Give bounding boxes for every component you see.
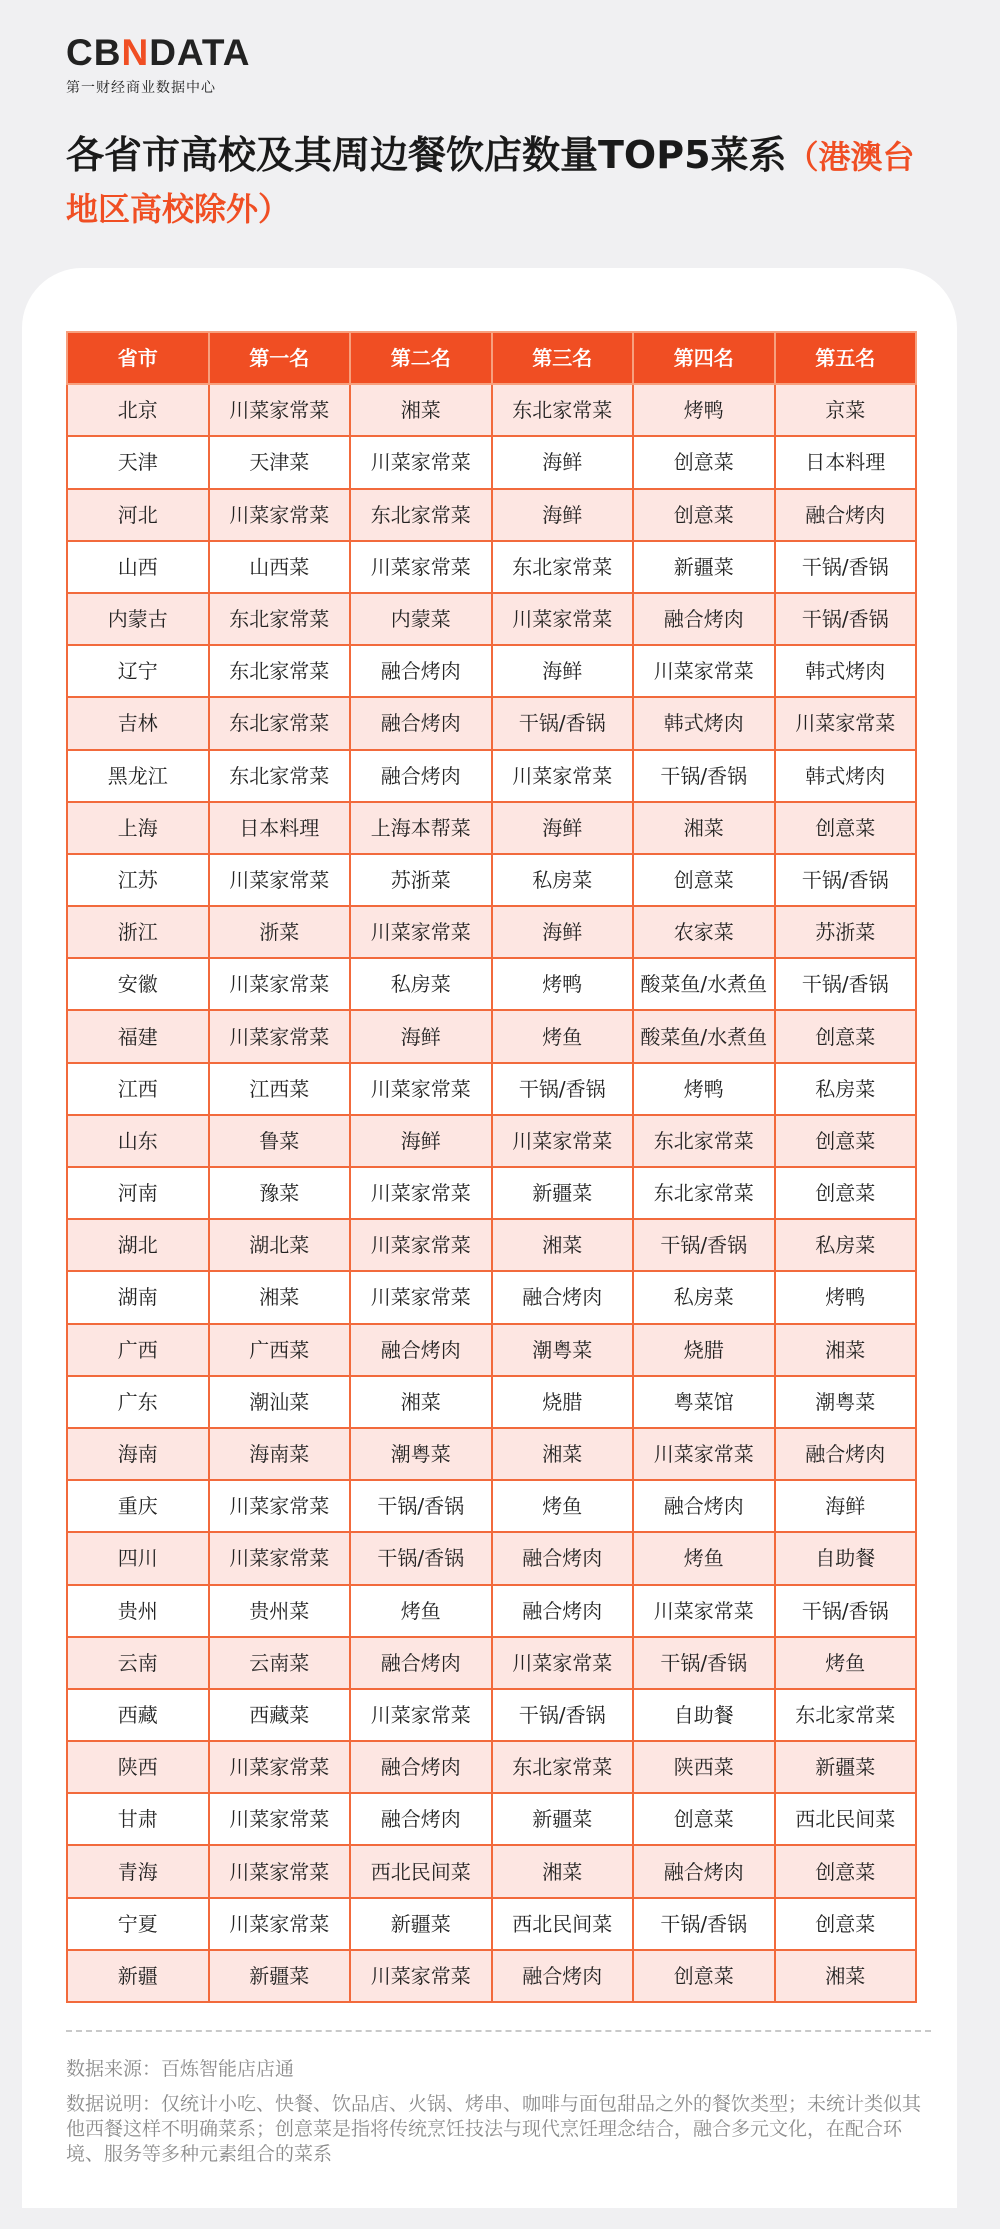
cuisine-cell: 川菜家常菜 [633,1428,775,1480]
cuisine-cell: 东北家常菜 [492,541,634,593]
cuisine-cell: 上海本帮菜 [350,802,492,854]
table-row [67,1689,916,1741]
cuisine-cell: 潮粤菜 [492,1324,634,1376]
province-cell: 甘肃 [67,1793,209,1845]
cuisine-cell: 苏浙菜 [350,854,492,906]
province-cell: 广西 [67,1324,209,1376]
cuisine-cell: 川菜家常菜 [350,541,492,593]
data-note: 数据说明：仅统计小吃、快餐、饮品店、火锅、烤串、咖啡与面包甜品之外的餐饮类型；未统计类似其他西餐这样不明确菜系；创意菜是指将传统烹饪技法与现代烹饪理念结合，融合多元文化，在配合环境、服务等多种元素组合的菜系 [66,2093,922,2165]
table-row [67,1063,916,1115]
cuisine-cell: 韩式烤肉 [775,645,917,697]
cuisine-cell: 天津菜 [209,436,351,488]
page-title [66,130,946,234]
cuisine-cell: 新疆菜 [350,1898,492,1950]
cuisine-cell: 干锅/香锅 [775,541,917,593]
cuisine-cell: 鲁菜 [209,1115,351,1167]
cuisine-cell: 湖北菜 [209,1219,351,1271]
cuisine-cell: 川菜家常菜 [209,1010,351,1062]
province-cell: 辽宁 [67,645,209,697]
cuisine-cell: 湘菜 [350,1376,492,1428]
cuisine-cell: 创意菜 [775,1845,917,1897]
cuisine-cell: 融合烤肉 [350,645,492,697]
cuisine-cell: 融合烤肉 [350,1741,492,1793]
table-row [67,697,916,749]
table-row [67,1585,916,1637]
cuisine-cell: 创意菜 [633,854,775,906]
cuisine-cell: 西北民间菜 [775,1793,917,1845]
cuisine-cell: 浙菜 [209,906,351,958]
cuisine-cell: 私房菜 [775,1219,917,1271]
cuisine-cell: 干锅/香锅 [350,1532,492,1584]
cuisine-cell: 东北家常菜 [209,750,351,802]
province-cell: 内蒙古 [67,593,209,645]
cuisine-cell: 烤鸭 [633,384,775,436]
cuisine-cell: 干锅/香锅 [775,958,917,1010]
cuisine-cell: 川菜家常菜 [350,1219,492,1271]
cuisine-cell: 私房菜 [633,1271,775,1323]
cuisine-cell: 西北民间菜 [350,1845,492,1897]
table-row [67,1115,916,1167]
cuisine-cell: 融合烤肉 [775,489,917,541]
cuisine-cell: 东北家常菜 [350,489,492,541]
brand-wordmark: CBNDATA [66,32,251,73]
cuisine-cell: 融合烤肉 [775,1428,917,1480]
province-cell: 安徽 [67,958,209,1010]
cuisine-cell: 烧腊 [492,1376,634,1428]
table-row [67,1324,916,1376]
province-cell: 浙江 [67,906,209,958]
cuisine-cell: 东北家常菜 [633,1167,775,1219]
province-cell: 湖北 [67,1219,209,1271]
cuisine-cell: 江西菜 [209,1063,351,1115]
cuisine-cell: 融合烤肉 [350,1637,492,1689]
table-row [67,436,916,488]
column-header: 第一名 [209,332,351,384]
cuisine-cell: 川菜家常菜 [209,489,351,541]
cuisine-cell: 潮粤菜 [350,1428,492,1480]
table-row [67,645,916,697]
cuisine-cell: 新疆菜 [492,1793,634,1845]
province-cell: 广东 [67,1376,209,1428]
cuisine-cell: 川菜家常菜 [209,958,351,1010]
cuisine-cell: 新疆菜 [209,1950,351,2002]
footer-divider [66,2030,931,2032]
cuisine-cell: 川菜家常菜 [209,1845,351,1897]
cuisine-cell: 烤鱼 [492,1480,634,1532]
province-cell: 贵州 [67,1585,209,1637]
cuisine-cell: 川菜家常菜 [350,1271,492,1323]
table-row [67,541,916,593]
table-row [67,1219,916,1271]
cuisine-cell: 川菜家常菜 [633,645,775,697]
cuisine-cell: 川菜家常菜 [492,1115,634,1167]
cuisine-cell: 创意菜 [775,1010,917,1062]
cuisine-cell: 海南菜 [209,1428,351,1480]
cuisine-cell: 海鲜 [492,906,634,958]
cuisine-cell: 湘菜 [350,384,492,436]
cuisine-cell: 川菜家常菜 [209,384,351,436]
cuisine-cell: 川菜家常菜 [209,1793,351,1845]
cuisine-cell: 湘菜 [775,1324,917,1376]
table-row [67,1010,916,1062]
table-row [67,750,916,802]
cuisine-cell: 东北家常菜 [209,645,351,697]
cuisine-cell: 川菜家常菜 [350,1063,492,1115]
cuisine-cell: 川菜家常菜 [350,1950,492,2002]
cuisine-cell: 川菜家常菜 [492,593,634,645]
data-source: 数据来源：百炼智能店店通 [66,2058,295,2080]
cuisine-cell: 东北家常菜 [209,593,351,645]
cuisine-cell: 西藏菜 [209,1689,351,1741]
cuisine-cell: 创意菜 [633,489,775,541]
cuisine-cell: 东北家常菜 [492,1741,634,1793]
cuisine-cell: 干锅/香锅 [492,1689,634,1741]
cuisine-cell: 酸菜鱼/水煮鱼 [633,958,775,1010]
cuisine-cell: 川菜家常菜 [209,1741,351,1793]
column-header: 第二名 [350,332,492,384]
table-row [67,593,916,645]
province-cell: 海南 [67,1428,209,1480]
table-row [67,802,916,854]
cuisine-cell: 融合烤肉 [492,1585,634,1637]
cuisine-cell: 川菜家常菜 [350,906,492,958]
province-cell: 吉林 [67,697,209,749]
table-row [67,906,916,958]
cuisine-cell: 酸菜鱼/水煮鱼 [633,1010,775,1062]
cuisine-cell: 海鲜 [492,802,634,854]
province-cell: 山东 [67,1115,209,1167]
table-row [67,1741,916,1793]
cuisine-cell: 烤鸭 [492,958,634,1010]
cuisine-cell: 日本料理 [209,802,351,854]
cuisine-cell: 西北民间菜 [492,1898,634,1950]
cuisine-cell: 川菜家常菜 [209,1532,351,1584]
province-cell: 西藏 [67,1689,209,1741]
cuisine-cell: 创意菜 [633,1950,775,2002]
cuisine-cell: 海鲜 [492,436,634,488]
province-cell: 上海 [67,802,209,854]
cuisine-cell: 融合烤肉 [633,1480,775,1532]
cuisine-cell: 烤鱼 [775,1637,917,1689]
cuisine-cell: 融合烤肉 [350,750,492,802]
cuisine-cell: 融合烤肉 [350,1324,492,1376]
cuisine-cell: 烤鱼 [633,1532,775,1584]
cuisine-cell: 融合烤肉 [633,1845,775,1897]
table-row [67,1532,916,1584]
table-row [67,1637,916,1689]
cuisine-cell: 粤菜馆 [633,1376,775,1428]
cuisine-cell: 韩式烤肉 [633,697,775,749]
cuisine-cell: 干锅/香锅 [350,1480,492,1532]
cuisine-cell: 新疆菜 [775,1741,917,1793]
cuisine-cell: 苏浙菜 [775,906,917,958]
cuisine-cell: 东北家常菜 [492,384,634,436]
cuisine-cell: 豫菜 [209,1167,351,1219]
cuisine-cell: 广西菜 [209,1324,351,1376]
cuisine-cell: 烤鸭 [775,1271,917,1323]
table-row [67,1428,916,1480]
cuisine-cell: 川菜家常菜 [775,697,917,749]
table-row [67,854,916,906]
province-cell: 江西 [67,1063,209,1115]
cuisine-cell: 贵州菜 [209,1585,351,1637]
cuisine-cell: 潮粤菜 [775,1376,917,1428]
cuisine-cell: 川菜家常菜 [492,750,634,802]
cuisine-cell: 烧腊 [633,1324,775,1376]
cuisine-cell: 海鲜 [350,1115,492,1167]
brand-subtitle: 第一财经商业数据中心 [66,80,216,96]
province-cell: 陕西 [67,1741,209,1793]
cuisine-cell: 融合烤肉 [350,1793,492,1845]
table-row [67,958,916,1010]
province-cell: 河北 [67,489,209,541]
cuisine-cell: 农家菜 [633,906,775,958]
table-row [67,1845,916,1897]
cuisine-cell: 烤鱼 [492,1010,634,1062]
province-cell: 重庆 [67,1480,209,1532]
cuisine-cell: 川菜家常菜 [492,1637,634,1689]
cuisine-cell: 湘菜 [492,1845,634,1897]
cuisine-cell: 川菜家常菜 [209,1480,351,1532]
column-header: 第五名 [775,332,917,384]
cuisine-cell: 干锅/香锅 [633,750,775,802]
cuisine-cell: 干锅/香锅 [492,697,634,749]
table-row [67,384,916,436]
cuisine-cell: 湘菜 [492,1219,634,1271]
table-row [67,1376,916,1428]
cuisine-cell: 干锅/香锅 [775,1585,917,1637]
cuisine-cell: 东北家常菜 [775,1689,917,1741]
province-cell: 江苏 [67,854,209,906]
cuisine-cell: 川菜家常菜 [350,436,492,488]
cuisine-cell: 山西菜 [209,541,351,593]
cuisine-cell: 干锅/香锅 [633,1637,775,1689]
province-cell: 河南 [67,1167,209,1219]
province-cell: 黑龙江 [67,750,209,802]
cuisine-cell: 湘菜 [209,1271,351,1323]
cuisine-cell: 川菜家常菜 [350,1167,492,1219]
cuisine-cell: 创意菜 [633,436,775,488]
cuisine-cell: 新疆菜 [633,541,775,593]
table-row [67,1271,916,1323]
cuisine-cell: 东北家常菜 [633,1115,775,1167]
cuisine-cell: 创意菜 [775,1898,917,1950]
cuisine-cell: 陕西菜 [633,1741,775,1793]
table-row [67,1793,916,1845]
cuisine-cell: 川菜家常菜 [350,1689,492,1741]
cuisine-cell: 烤鱼 [350,1585,492,1637]
table-row [67,1898,916,1950]
cuisine-cell: 日本料理 [775,436,917,488]
cuisine-cell: 干锅/香锅 [775,593,917,645]
province-cell: 青海 [67,1845,209,1897]
cuisine-table [66,331,917,2003]
cuisine-cell: 烤鸭 [633,1063,775,1115]
cuisine-cell: 私房菜 [350,958,492,1010]
table-row [67,489,916,541]
province-cell: 宁夏 [67,1898,209,1950]
cuisine-cell: 干锅/香锅 [633,1898,775,1950]
province-cell: 山西 [67,541,209,593]
province-cell: 北京 [67,384,209,436]
cuisine-cell: 私房菜 [492,854,634,906]
cuisine-cell: 干锅/香锅 [775,854,917,906]
province-cell: 湖南 [67,1271,209,1323]
cuisine-cell: 湘菜 [633,802,775,854]
cuisine-cell: 云南菜 [209,1637,351,1689]
province-cell: 天津 [67,436,209,488]
cuisine-cell: 川菜家常菜 [209,1898,351,1950]
title-note: （港澳台地区高校除外） [66,138,915,228]
cuisine-cell: 创意菜 [633,1793,775,1845]
cuisine-cell: 海鲜 [492,645,634,697]
province-cell: 云南 [67,1637,209,1689]
cuisine-cell: 川菜家常菜 [209,854,351,906]
cuisine-cell: 潮汕菜 [209,1376,351,1428]
cuisine-cell: 韩式烤肉 [775,750,917,802]
table-body [67,384,916,2002]
cuisine-cell: 京菜 [775,384,917,436]
cuisine-cell: 自助餐 [633,1689,775,1741]
column-header: 第三名 [492,332,634,384]
cuisine-cell: 私房菜 [775,1063,917,1115]
cuisine-cell: 新疆菜 [492,1167,634,1219]
cuisine-cell: 创意菜 [775,1115,917,1167]
column-header: 第四名 [633,332,775,384]
cuisine-cell: 创意菜 [775,802,917,854]
cuisine-cell: 内蒙菜 [350,593,492,645]
cuisine-cell: 自助餐 [775,1532,917,1584]
table-row [67,1950,916,2002]
brand-logo [66,34,250,97]
title-main: 各省市高校及其周边餐饮店数量TOP5菜系 [66,133,787,177]
cuisine-cell: 创意菜 [775,1167,917,1219]
table-row [67,1167,916,1219]
cuisine-cell: 海鲜 [775,1480,917,1532]
cuisine-cell: 融合烤肉 [492,1532,634,1584]
province-cell: 四川 [67,1532,209,1584]
cuisine-cell: 干锅/香锅 [492,1063,634,1115]
cuisine-cell: 干锅/香锅 [633,1219,775,1271]
table-row [67,1480,916,1532]
cuisine-cell: 融合烤肉 [492,1950,634,2002]
cuisine-cell: 东北家常菜 [209,697,351,749]
cuisine-cell: 融合烤肉 [492,1271,634,1323]
cuisine-cell: 湘菜 [492,1428,634,1480]
column-header: 省市 [67,332,209,384]
table-header-row [67,332,916,384]
province-cell: 福建 [67,1010,209,1062]
cuisine-cell: 湘菜 [775,1950,917,2002]
cuisine-cell: 海鲜 [492,489,634,541]
cuisine-cell: 川菜家常菜 [633,1585,775,1637]
cuisine-cell: 海鲜 [350,1010,492,1062]
cuisine-cell: 融合烤肉 [350,697,492,749]
province-cell: 新疆 [67,1950,209,2002]
cuisine-cell: 融合烤肉 [633,593,775,645]
